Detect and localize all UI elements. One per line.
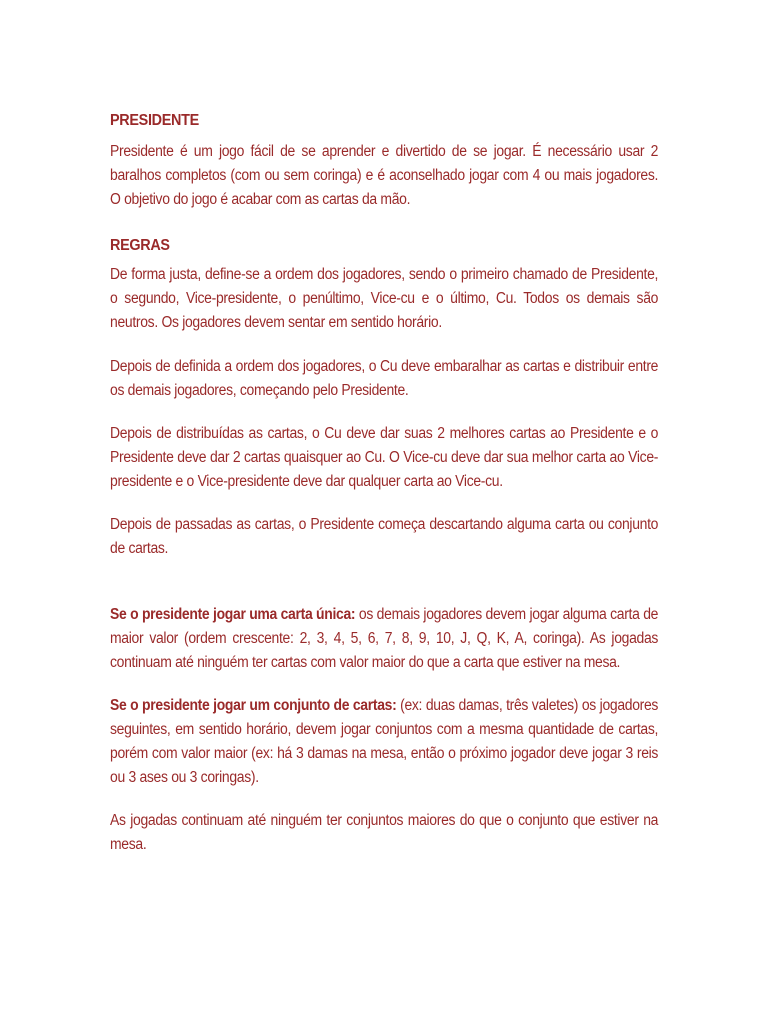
card-set-lead: Se o presidente jogar um conjunto de cartas: [110, 697, 397, 714]
document-title: PRESIDENTE [110, 112, 199, 129]
single-card-text: os demais jogadores devem jogar alguma carta de maior valor (ordem crescente: 2, 3, 4, 5, 6, 7, 8, 9, 10, J, Q, K, A, coringa). As jogadas continuam até ninguém ter cartas com valor maior do que a carta que estiver na mesa. [110, 606, 659, 671]
rules-paragraph-order: De forma justa, define-se a ordem dos jogadores, sendo o primeiro chamado de Presidente, o segundo, Vice-presidente, o penúltimo, Vice-cu e o último, Cu. Todos os demais são neutros. Os jogadores devem sentar em sentido horário. [110, 266, 659, 331]
document-page [110, 110, 658, 857]
closing-paragraph: As jogadas continuam até ninguém ter conjuntos maiores do que o conjunto que estiver na mesa. [110, 812, 659, 853]
intro-paragraph: Presidente é um jogo fácil de se aprender e divertido de se jogar. É necessário usar 2 baralhos completos (com ou sem coringa) e é aconselhado jogar com 4 ou mais jogadores. O objetivo do jogo é acabar com as cartas da mão. [110, 143, 659, 208]
card-set-paragraph [110, 694, 658, 790]
single-card-lead: Se o presidente jogar uma carta única: [110, 606, 356, 623]
rules-paragraph-exchange: Depois de distribuídas as cartas, o Cu deve dar suas 2 melhores cartas ao Presidente e o Presidente deve dar 2 cartas quaisquer ao Cu. O Vice-cu deve dar sua melhor carta ao Vice-presidente e o Vice-presidente deve dar qualquer carta ao Vice-cu. [110, 425, 659, 490]
rules-paragraph-shuffle: Depois de definida a ordem dos jogadores, o Cu deve embaralhar as cartas e distribuir entre os demais jogadores, começando pelo Presidente. [110, 358, 659, 399]
card-set-text: (ex: duas damas, três valetes) os jogadores seguintes, em sentido horário, devem jogar conjuntos com a mesma quantidade de cartas, porém com valor maior (ex: há 3 damas na mesa, então o próximo jogador deve jogar 3 reis ou 3 ases ou 3 coringas). [110, 697, 659, 786]
rules-heading: REGRAS [110, 237, 170, 254]
rules-paragraph-start: Depois de passadas as cartas, o Presidente começa descartando alguma carta ou conjunto de cartas. [110, 516, 659, 557]
single-card-paragraph [110, 603, 658, 675]
